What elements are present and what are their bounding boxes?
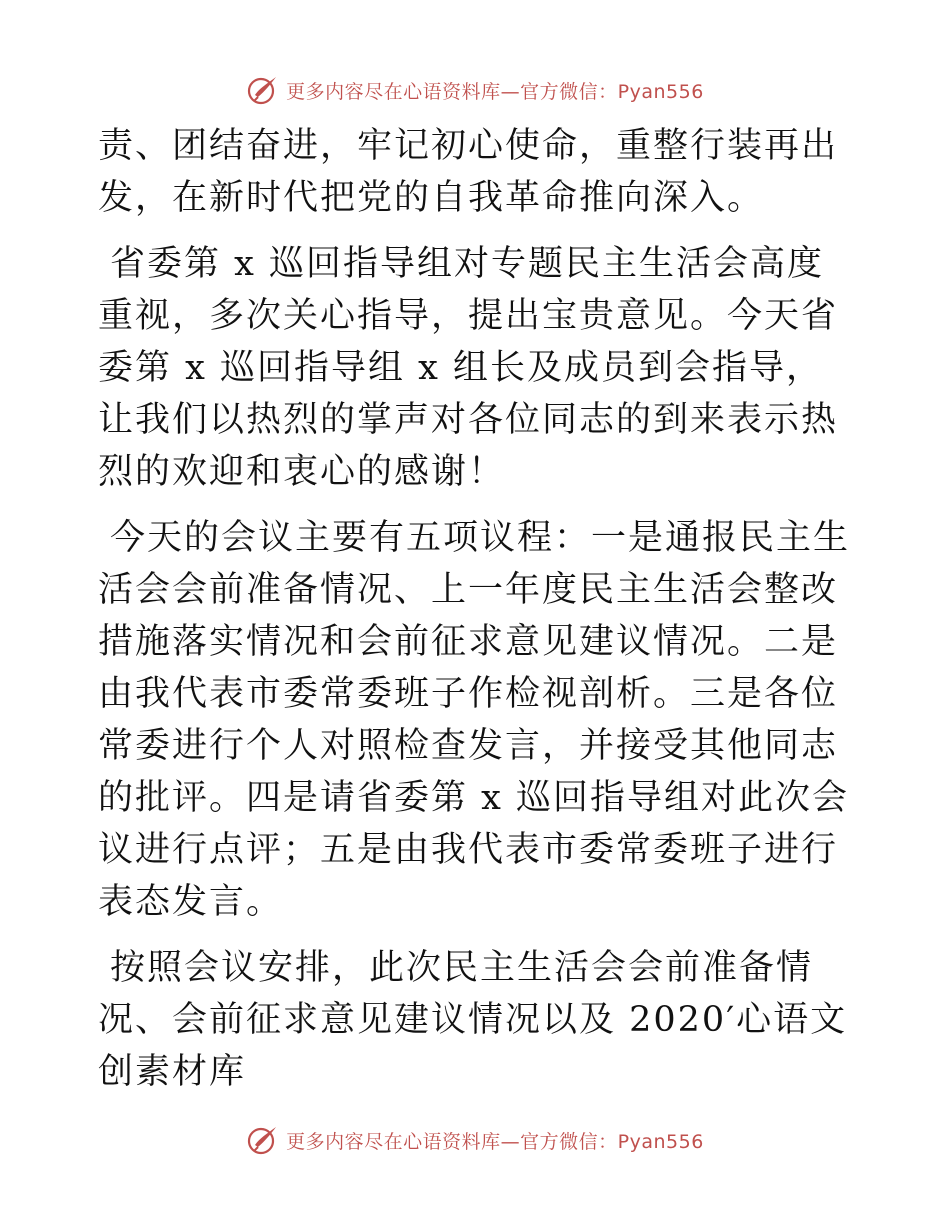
- header-watermark: [0, 70, 950, 110]
- watermark-text: 更多内容尽在心语资料库—官方微信：Pyan556: [286, 80, 704, 103]
- quill-logo-icon: [246, 1123, 280, 1157]
- paragraph-3: 今天的会议主要有五项议程：一是通报民主生活会会前准备情况、上一年度民主生活会整改措施落实情况和会前征求意见建议情况。二是由我代表市委常委班子作检视剖析。三是各位常委进行个人对照检查发言，并接受其他同志的批评。四是请省委第 x 巡回指导组对此次会议进行点评；五是由我代表市委常委班子进行表态发言。: [98, 518, 851, 922]
- paragraph-1: 责、团结奋进，牢记初心使命，重整行装再出发，在新时代把党的自我革命推向深入。: [98, 126, 839, 218]
- paragraph-2: 省委第 x 巡回指导组对专题民主生活会高度重视，多次关心指导，提出宝贵意见。今天省委第 x 巡回指导组 x 组长及成员到会指导，让我们以热烈的掌声对各位同志的到来表示热烈的欢迎和衷心的感谢！: [98, 244, 839, 492]
- quill-logo-icon: [246, 73, 280, 107]
- watermark-text: 更多内容尽在心语资料库—官方微信：Pyan556: [286, 1130, 704, 1153]
- footer-watermark: [0, 1120, 950, 1160]
- document-body: [98, 120, 850, 1112]
- paragraph-4: 按照会议安排，此次民主生活会会前准备情况、会前征求意见建议情况以及 2020′心语文创素材库: [98, 948, 848, 1092]
